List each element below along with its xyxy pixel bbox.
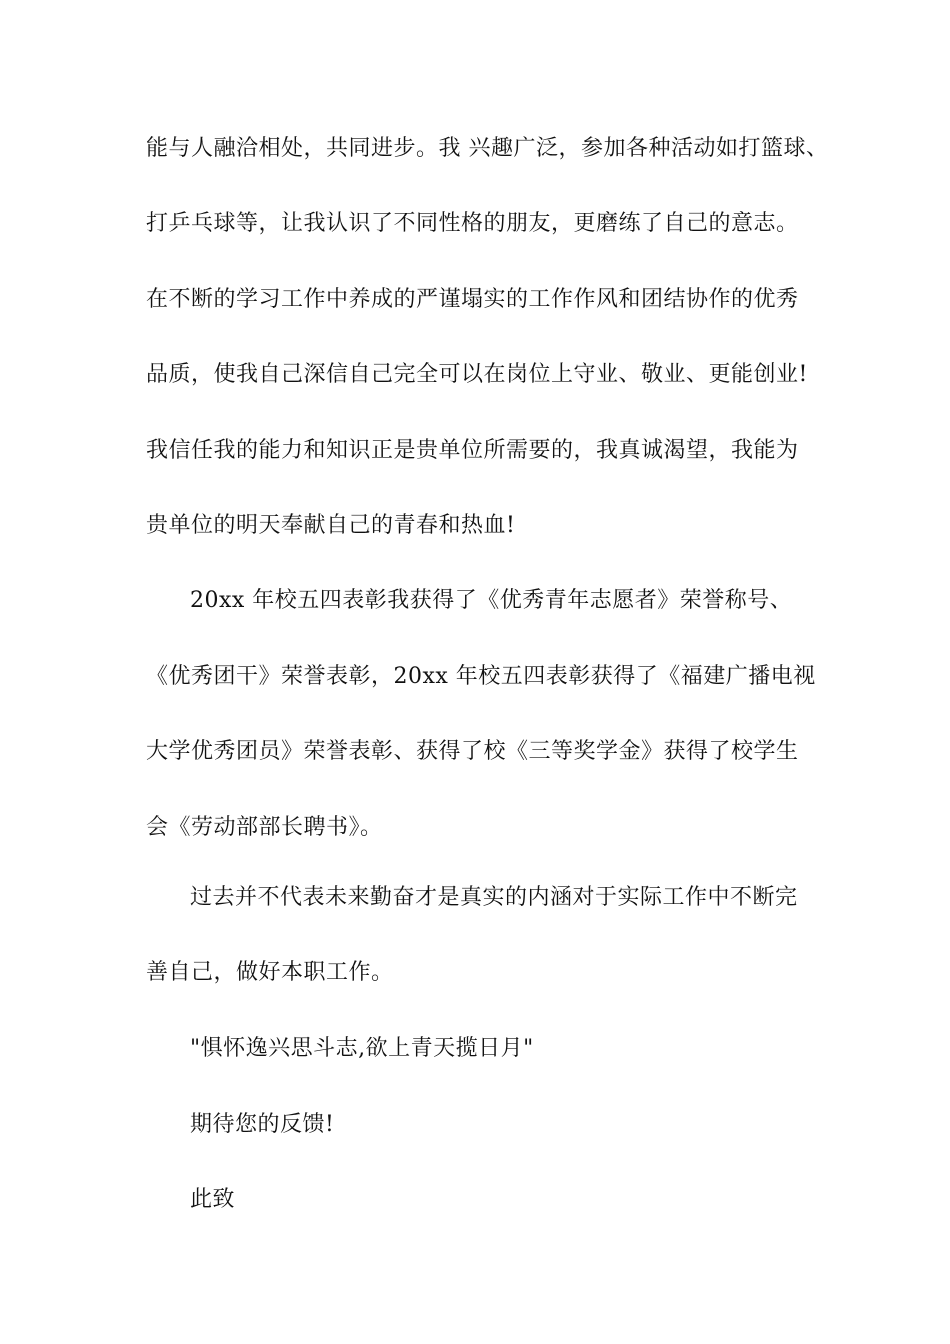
text-line: 品质，使我自己深信自己完全可以在岗位上守业、敬业、更能创业! [146, 362, 808, 387]
text-line: 过去并不代表未来勤奋才是真实的内涵对于实际工作中不断完 [190, 885, 798, 910]
text-line: 贵单位的明天奉献自己的青春和热血! [146, 513, 516, 538]
text-line: 会《劳动部部长聘书》。 [146, 815, 383, 840]
text-line: 此致 [190, 1187, 236, 1212]
text-line: 期待您的反馈! [190, 1112, 335, 1137]
text-line: 《优秀团干》荣誉表彰，20xx 年校五四表彰获得了《福建广播电视 [146, 664, 816, 689]
text-line: 善自己，做好本职工作。 [146, 960, 394, 985]
text-line: 打乒乓球等，让我认识了不同性格的朋友，更磨练了自己的意志。 [146, 211, 799, 236]
text-line: 我信任我的能力和知识正是贵单位所需要的，我真诚渴望，我能为 [146, 438, 799, 463]
text-line: 能与人融洽相处，共同进步。我 兴趣广泛，参加各种活动如打篮球、 [146, 136, 829, 161]
text-line: 大学优秀团员》荣誉表彰、获得了校《三等奖学金》获得了校学生 [146, 739, 799, 764]
text-line: 在不断的学习工作中养成的严谨塌实的工作作风和团结协作的优秀 [146, 287, 799, 312]
text-line: 20xx 年校五四表彰我获得了《优秀青年志愿者》荣誉称号、 [190, 588, 793, 613]
text-line: "惧怀逸兴思斗志,欲上青天揽日月" [190, 1036, 534, 1061]
